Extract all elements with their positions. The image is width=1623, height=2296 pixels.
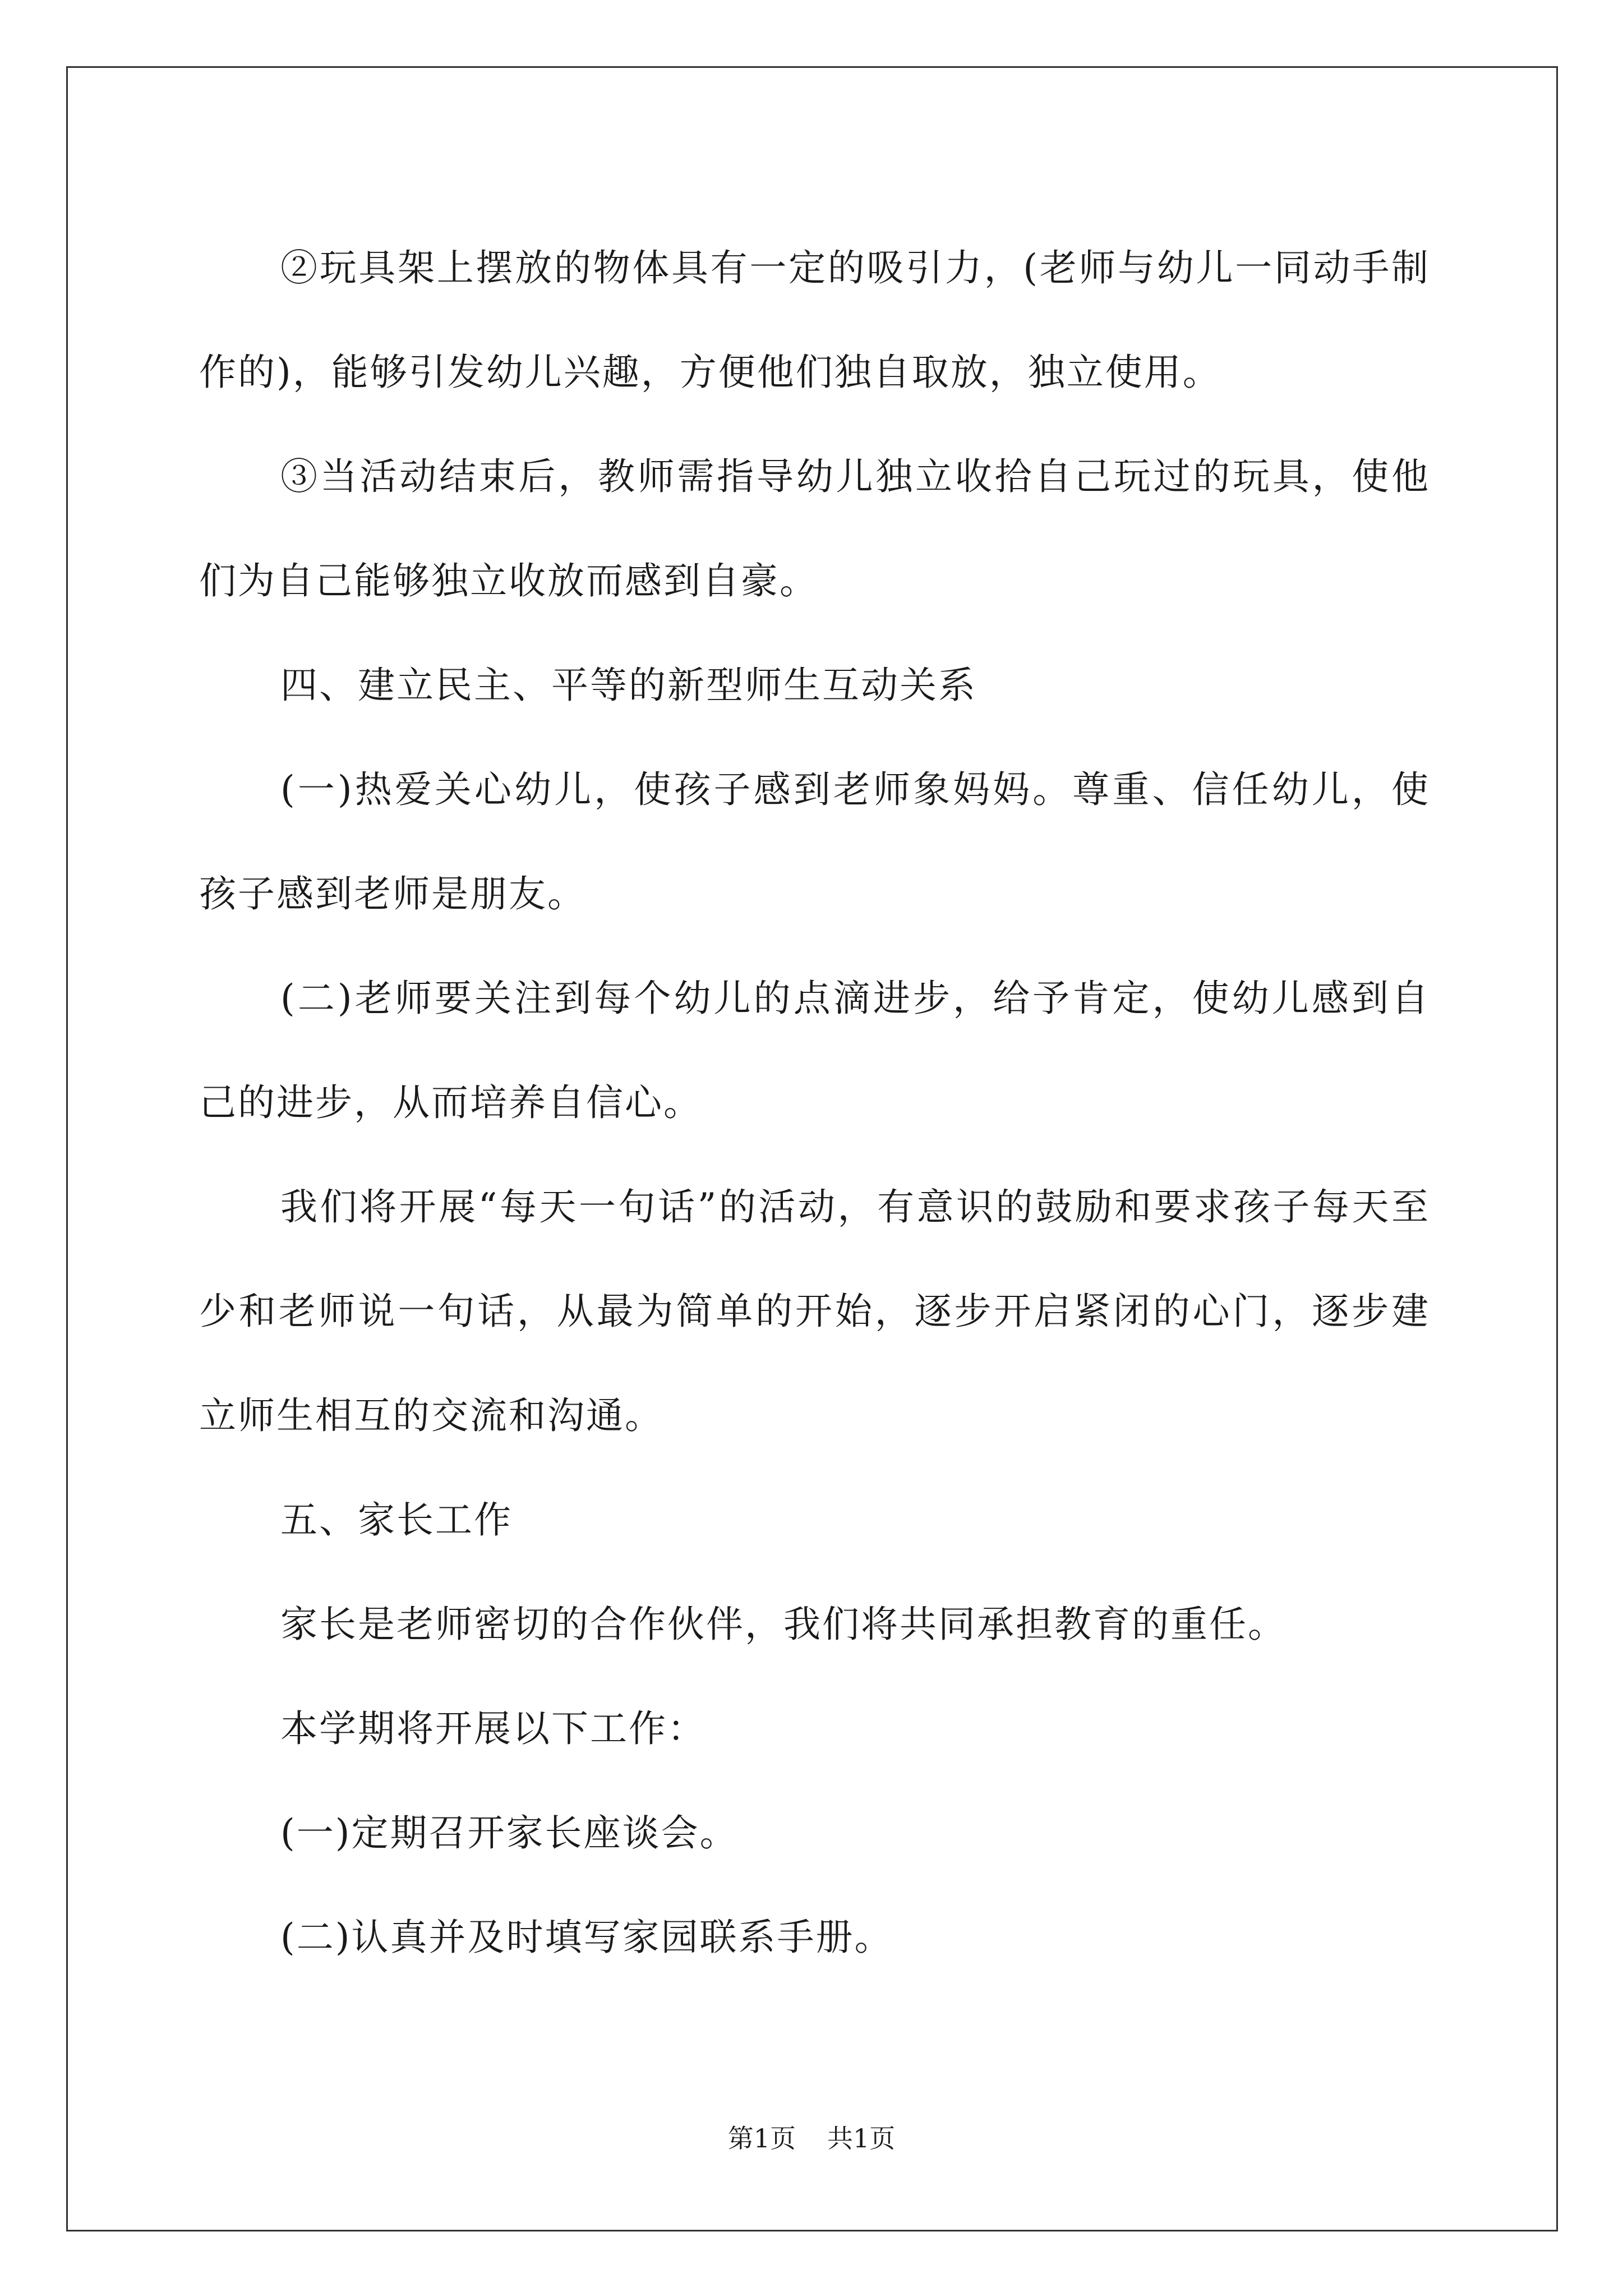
- list-item-meetings: (一)定期召开家长座谈会。: [280, 1811, 739, 1855]
- paragraph-toy-shelf: ②玩具架上摆放的物体具有一定的吸引力，(老师与幼儿一同动手制作的)，能够引发幼儿兴趣，方便他们独自取放，独立使用。: [199, 246, 1430, 394]
- paragraph-tidy-up: ③当活动结束后，教师需指导幼儿独立收拾自己玩过的玩具，使他们为自己能够独立收放而感到自豪。: [199, 455, 1430, 602]
- page-footer: [0, 2122, 1623, 2155]
- list-item-handbook: (二)认真并及时填写家园联系手册。: [280, 1916, 893, 1959]
- paragraph-care-children: (一)热爱关心幼儿，使孩子感到老师象妈妈。尊重、信任幼儿，使孩子感到老师是朋友。: [199, 768, 1430, 915]
- paragraph-parents-partners: 家长是老师密切的合作伙伴，我们将共同承担教育的重任。: [280, 1603, 1287, 1646]
- section-heading-parents: 五、家长工作: [280, 1498, 513, 1542]
- section-heading-teacher-child: 四、建立民主、平等的新型师生互动关系: [280, 664, 977, 707]
- document-body: [199, 216, 1430, 1990]
- page-number-total: 共1页: [827, 2123, 896, 2154]
- paragraph-work-intro: 本学期将开展以下工作：: [280, 1707, 706, 1750]
- paragraph-progress: (二)老师要关注到每个幼儿的点滴进步，给予肯定，使幼儿感到自己的进步，从而培养自信心。: [199, 977, 1430, 1124]
- page-number-current: 第1页: [727, 2123, 796, 2154]
- paragraph-daily-sentence: 我们将开展“每天一句话”的活动，有意识的鼓励和要求孩子每天至少和老师说一句话，从最为简单的开始，逐步开启紧闭的心门，逐步建立师生相互的交流和沟通。: [199, 1185, 1430, 1437]
